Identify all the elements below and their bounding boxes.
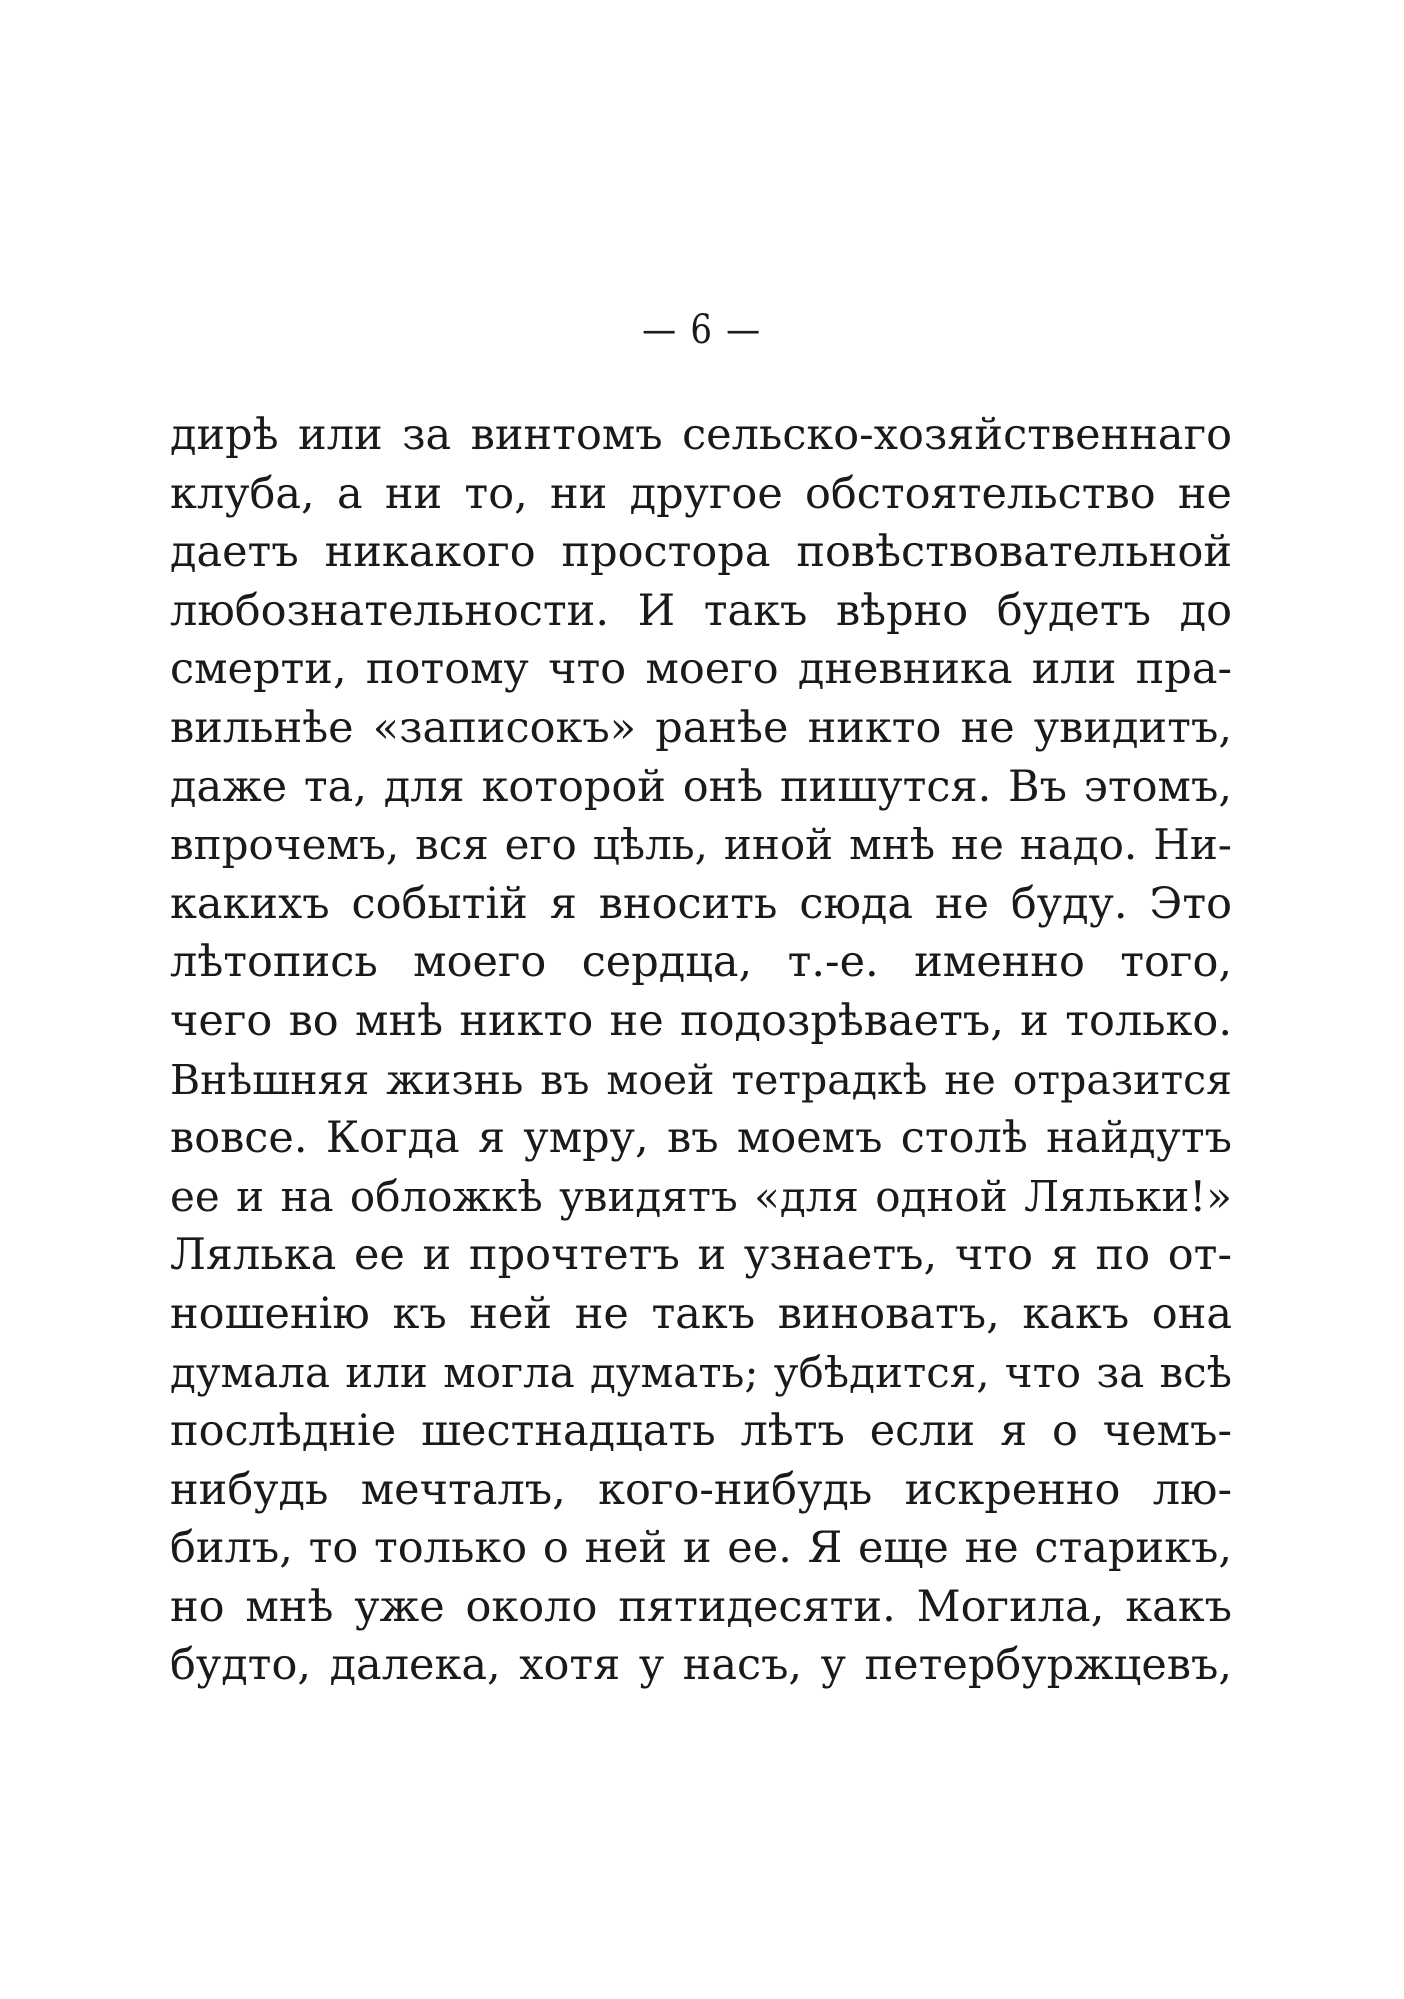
body-text [170,406,1232,1695]
page-number: — 6 — [642,307,762,353]
text-line: любознательности. И такъ вѣрно будетъ до [170,585,1232,636]
text-line: ее и на обложкѣ увидятъ «для одной Ляльки!» [170,1171,1232,1221]
text-line: билъ, то только о ней и ее. Я еще не старикъ, [170,1523,1232,1574]
text-line: Внѣшняя жизнь въ моей тетрадкѣ не отразится [170,1055,1232,1104]
text-line: чего во мнѣ никто не подозрѣваетъ, и только. [170,995,1232,1046]
text-line: дирѣ или за винтомъ сельско-хозяйственнаго [170,410,1232,460]
text-line: вовсе. Когда я умру, въ моемъ столѣ найдутъ [170,1113,1232,1164]
text-line: даетъ никакого простора повѣствовательной [170,527,1232,578]
text-line: смерти, потому что моего дневника или пра- [170,644,1232,695]
text-line: впрочемъ, вся его цѣль, иной мнѣ не надо. Ни- [170,820,1232,870]
text-line: какихъ событій я вносить сюда не буду. Это [170,878,1232,929]
text-line: нибудь мечталъ, кого-нибудь искренно лю- [170,1464,1232,1515]
text-line: Лялька ее и прочтетъ и узнаетъ, что я по от- [170,1230,1232,1281]
text-line: послѣдніе шестнадцать лѣтъ если я о чемъ- [170,1406,1232,1457]
text-line: даже та, для которой онѣ пишутся. Въ этомъ, [170,761,1232,812]
text-line: будто, далека, хотя у насъ, у петербуржцевъ, [170,1640,1232,1691]
text-line: думала или могла думать; убѣдится, что за всѣ [170,1347,1232,1397]
text-line: клуба, а ни то, ни другое обстоятельство не [170,468,1232,519]
text-line: но мнѣ уже около пятидесяти. Могила, какъ [170,1581,1232,1632]
text-line: вильнѣе «записокъ» ранѣе никто не увидитъ, [170,702,1232,753]
text-line: ношенію къ ней не такъ виноватъ, какъ она [170,1288,1232,1339]
text-line: лѣтопись моего сердца, т.-е. именно того, [170,937,1232,988]
